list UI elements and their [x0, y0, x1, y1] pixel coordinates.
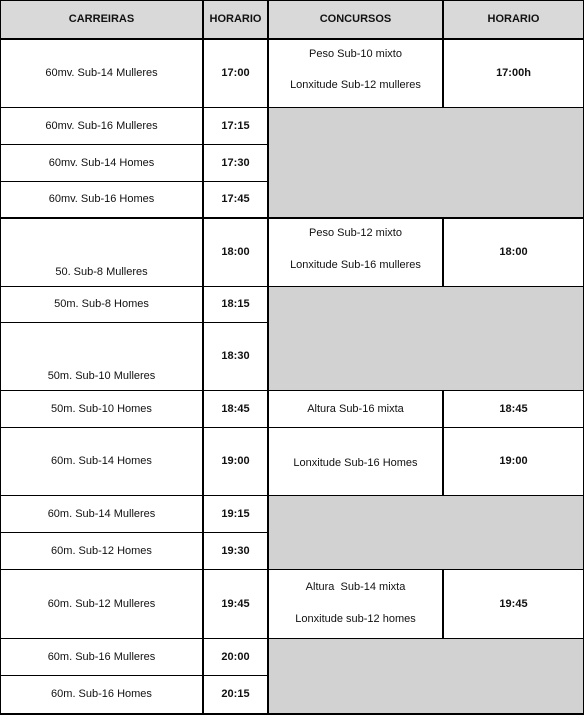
grid-line — [0, 181, 269, 182]
header-horario-concursos: HORARIO — [444, 1, 583, 38]
carreira-time: 19:45 — [221, 597, 250, 610]
carreira-time: 19:00 — [221, 455, 250, 467]
grid-line — [0, 532, 269, 533]
grid-line — [0, 390, 584, 391]
grid-line — [0, 495, 584, 496]
empty-concurso-block — [269, 108, 583, 217]
carreira-label: 50m. Sub-10 Mulleres — [47, 370, 156, 382]
concurso-time: 18:00 — [499, 246, 528, 258]
carreira-label: 50. Sub-8 Mulleres — [55, 266, 148, 278]
empty-concurso-block — [269, 496, 583, 569]
grid-line — [0, 638, 584, 639]
carreira-label: 50m. Sub-8 Homes — [54, 298, 149, 310]
concurso-label: Peso Sub-12 mixto — [309, 227, 402, 239]
carreira-label: 60m. Sub-16 Homes — [51, 688, 152, 700]
carreira-time: 17:45 — [221, 193, 250, 205]
concurso-cell — [269, 219, 442, 286]
carreira-time: 17:00 — [221, 67, 250, 79]
concurso-label: Lonxitude Sub-12 mulleres — [290, 79, 421, 91]
concurso-cell — [269, 570, 442, 638]
concurso-label: Lonxitude sub-12 homes — [295, 613, 416, 625]
carreira-label: 60m. Sub-12 Homes — [51, 544, 152, 557]
grid-line — [0, 38, 584, 40]
carreira-label: 60mv. Sub-16 Mulleres — [45, 119, 158, 132]
grid-line — [0, 217, 584, 219]
carreira-time: 20:15 — [221, 688, 250, 700]
carreira-time: 19:15 — [221, 507, 250, 520]
grid-line — [442, 0, 444, 108]
concurso-cell — [269, 428, 442, 495]
concurso-time: 18:45 — [499, 402, 528, 415]
header-concursos: CONCURSOS — [269, 1, 442, 38]
carreira-time: 18:30 — [221, 350, 250, 362]
carreira-time: 18:15 — [221, 298, 250, 310]
grid-line — [0, 0, 584, 1]
carreira-time: 18:00 — [221, 246, 250, 258]
empty-concurso-block — [269, 639, 583, 713]
carreira-label: 60m. Sub-12 Mulleres — [47, 597, 156, 610]
concurso-time: 19:00 — [499, 455, 528, 467]
concurso-label: Lonxitude Sub-16 Homes — [293, 457, 418, 469]
grid-line — [0, 107, 584, 108]
grid-line — [0, 675, 269, 676]
concurso-time: 17:00h — [496, 67, 531, 79]
header-carreiras: CARREIRAS — [1, 1, 202, 38]
carreira-label: 60mv. Sub-14 Homes — [48, 156, 155, 169]
concurso-cell — [269, 40, 442, 107]
concurso-time: 19:45 — [499, 597, 528, 610]
grid-line — [0, 286, 584, 287]
carreira-time: 20:00 — [221, 650, 250, 663]
carreira-label: 60m. Sub-14 Mulleres — [47, 507, 156, 520]
carreira-time: 17:15 — [221, 119, 250, 132]
carreira-label: 60mv. Sub-14 Mulleres — [45, 67, 158, 79]
carreira-label: 50m. Sub-10 Homes — [51, 402, 152, 415]
carreira-label: 60m. Sub-14 Homes — [51, 455, 152, 467]
empty-concurso-block — [269, 287, 583, 390]
grid-line — [442, 390, 444, 496]
concurso-label: Altura Sub-16 mixta — [307, 402, 404, 415]
grid-line — [442, 569, 444, 639]
concurso-label: Peso Sub-10 mixto — [309, 48, 402, 60]
carreira-time: 18:45 — [221, 402, 250, 415]
grid-line — [0, 427, 584, 428]
concurso-label: Lonxitude Sub-16 mulleres — [290, 259, 421, 271]
grid-line — [0, 322, 269, 323]
grid-line — [442, 217, 444, 287]
header-horario-carreiras: HORARIO — [204, 1, 267, 38]
carreira-time: 19:30 — [221, 544, 250, 557]
grid-line — [0, 144, 269, 145]
carreira-label: 60mv. Sub-16 Homes — [48, 193, 155, 205]
carreira-label: 60m. Sub-16 Mulleres — [47, 650, 156, 663]
grid-line — [0, 569, 584, 570]
carreira-time: 17:30 — [221, 156, 250, 169]
concurso-label: Altura Sub-14 mixta — [305, 581, 406, 593]
